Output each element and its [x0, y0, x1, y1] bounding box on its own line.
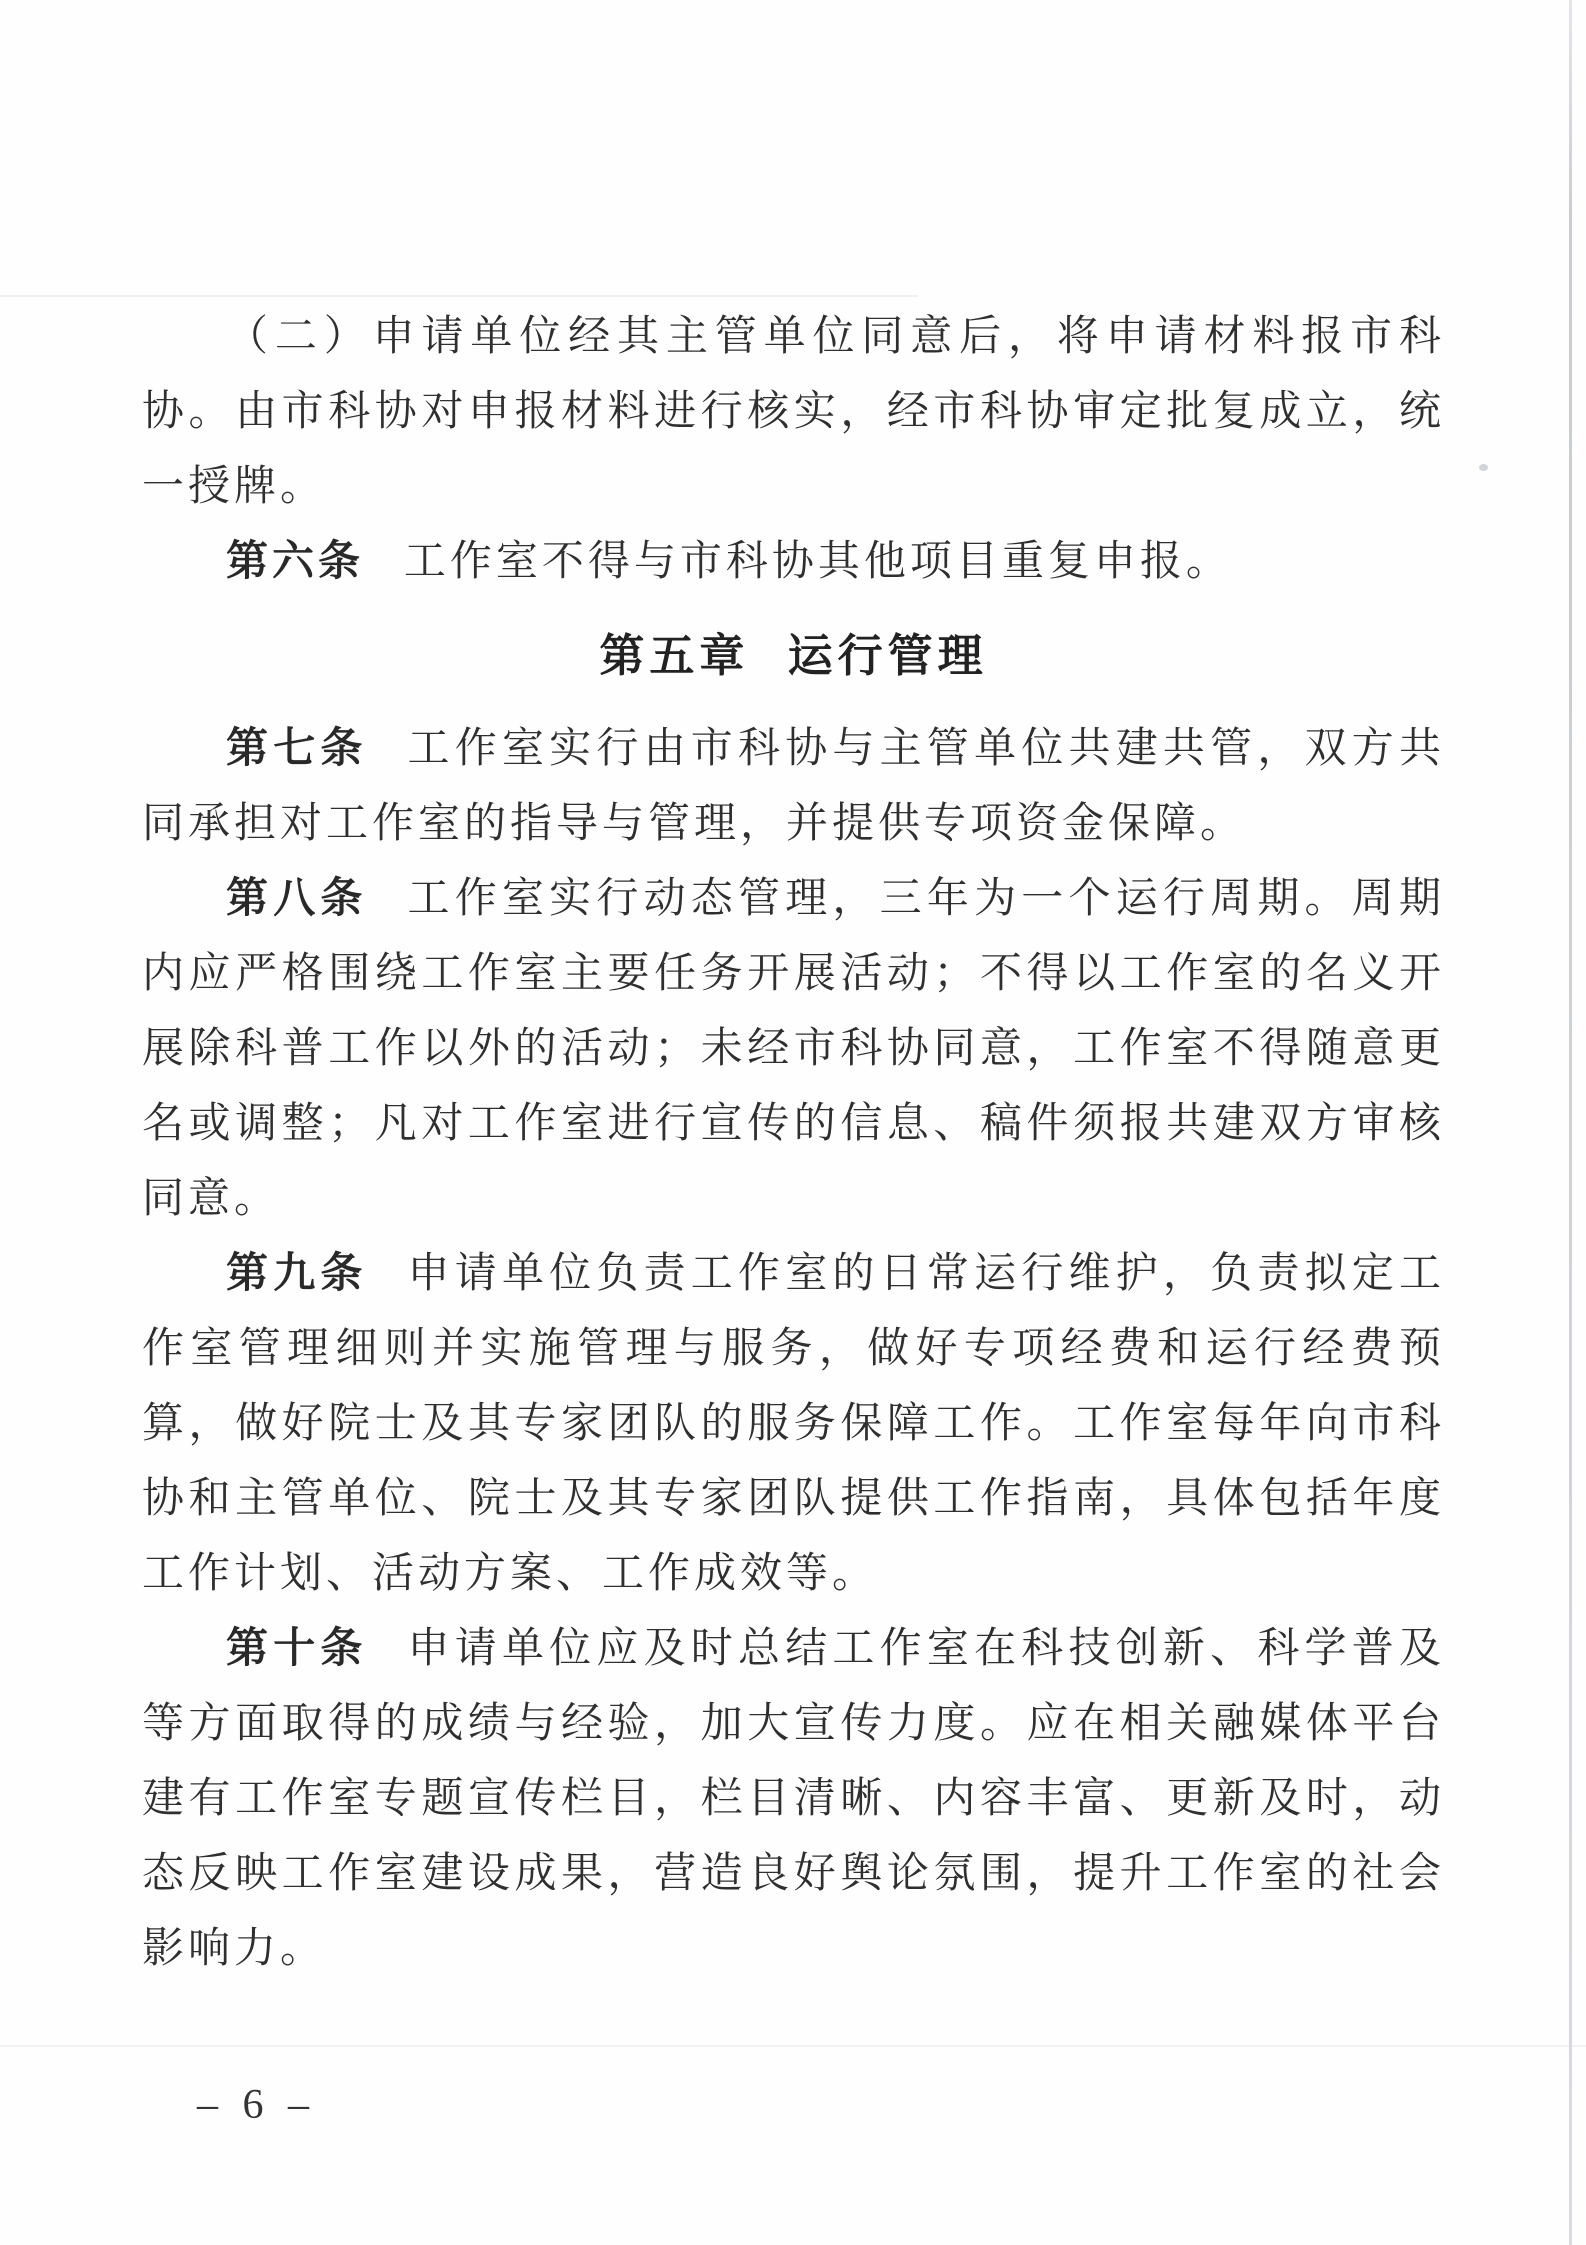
document-body: [142, 300, 1445, 1987]
article-7-paragraph: [142, 712, 1445, 862]
article-8-paragraph: [142, 862, 1445, 1237]
paragraph-text: 工作室不得与市科协其他项目重复申报。: [403, 539, 1232, 585]
paragraph-text: 工作室实行由市科协与主管单位共建共管，双方共同承担对工作室的指导与管理，并提供专项资金保障。: [142, 726, 1445, 847]
paragraph-text: 工作室实行动态管理，三年为一个运行周期。周期内应严格围绕工作室主要任务开展活动；不得以工作室的名义开展除科普工作以外的活动；未经市科协同意，工作室不得随意更名或调整；凡对工作室进行宣传的信息、稿件须报共建双方审核同意。: [142, 876, 1445, 1222]
scan-artifact-horizontal-line-bottom: [0, 2045, 1586, 2047]
scan-artifact-dot: [1479, 464, 1488, 471]
article-8-term: 第八条: [226, 876, 368, 922]
article-7-term: 第七条: [226, 726, 368, 772]
article-10-paragraph: [142, 1612, 1445, 1987]
page-number: – 6 –: [197, 2082, 316, 2128]
clause-2-paragraph: [142, 300, 1445, 525]
article-6-paragraph: [142, 525, 1445, 600]
chapter-title: 运行管理: [787, 630, 988, 681]
article-10-term: 第十条: [226, 1626, 368, 1672]
article-9-paragraph: [142, 1237, 1445, 1612]
chapter-number: 第五章: [599, 630, 750, 681]
scan-artifact-edge-line: [1569, 0, 1572, 2245]
article-9-term: 第九条: [226, 1251, 368, 1297]
article-6-term: 第六条: [226, 539, 365, 585]
paragraph-text: 申请单位应及时总结工作室在科技创新、科学普及等方面取得的成绩与经验，加大宣传力度。应在相关融媒体平台建有工作室专题宣传栏目，栏目清晰、内容丰富、更新及时，动态反映工作室建设成果，营造良好舆论氛围，提升工作室的社会影响力。: [142, 1626, 1445, 1972]
paragraph-text: 申请单位负责工作室的日常运行维护，负责拟定工作室管理细则并实施管理与服务，做好专项经费和运行经费预算，做好院士及其专家团队的服务保障工作。工作室每年向市科协和主管单位、院士及其专家团队提供工作指南，具体包括年度工作计划、活动方案、工作成效等。: [142, 1251, 1445, 1597]
scan-artifact-horizontal-line-top: [0, 295, 918, 297]
paragraph-text: （二）申请单位经其主管单位同意后，将申请材料报市科协。由市科协对申报材料进行核实，经市科协审定批复成立，统一授牌。: [142, 314, 1445, 510]
chapter-heading: [142, 618, 1445, 693]
